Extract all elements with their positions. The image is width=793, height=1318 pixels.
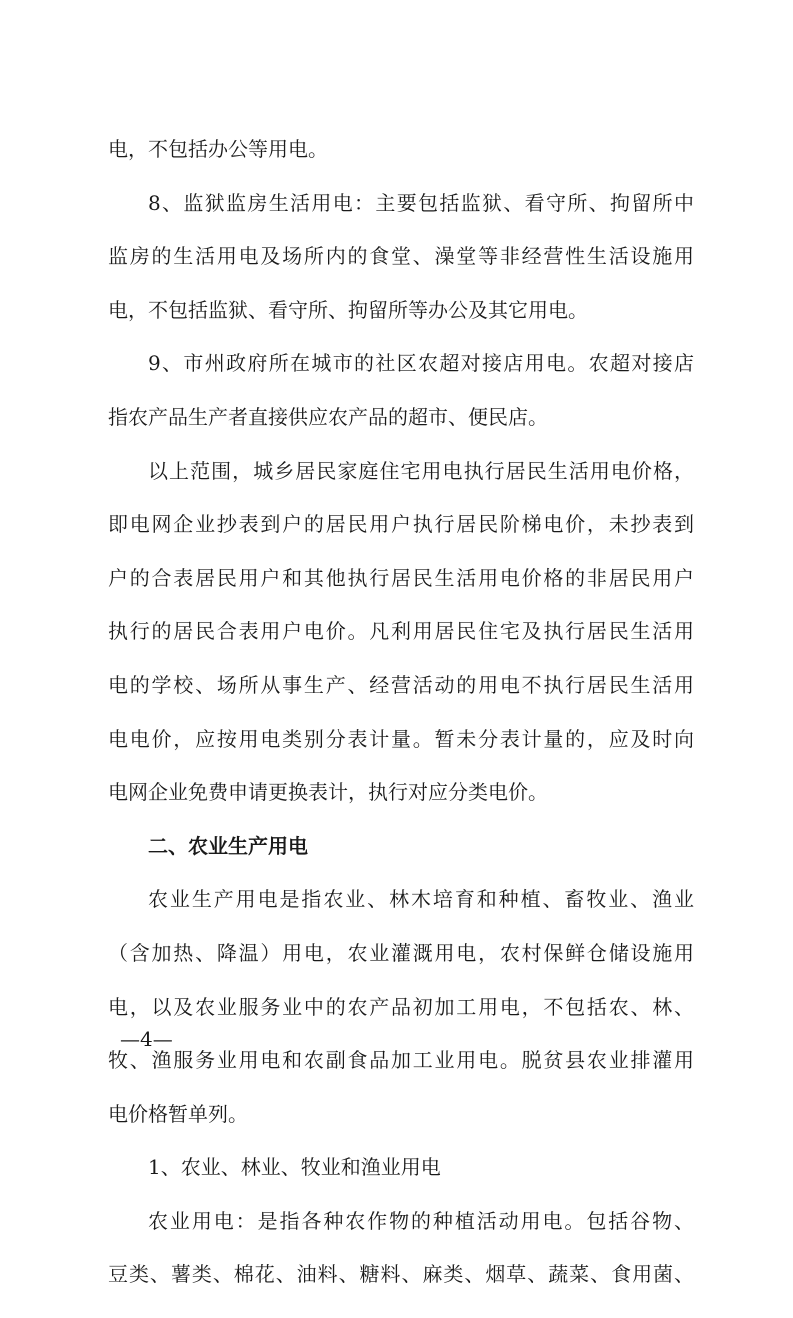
text-line: 农业用电：是指各种农作物的种植活动用电。包括谷物、 — [148, 1208, 694, 1233]
page-number: —4— — [120, 1027, 173, 1051]
text-line: 牧、渔服务业用电和农副食品加工业用电。脱贫县农业排灌用 — [108, 1048, 694, 1073]
text-line: 指农产品生产者直接供应农产品的超市、便民店。 — [108, 404, 548, 429]
document-body — [108, 139, 694, 1318]
text-line: 9、市州政府所在城市的社区农超对接店用电。农超对接店 — [148, 351, 694, 376]
text-line: （含加热、降温）用电，农业灌溉用电，农村保鲜仓储设施用 — [108, 940, 694, 965]
text-line: 以上范围，城乡居民家庭住宅用电执行居民生活用电价格， — [148, 458, 694, 483]
text-line: 农业生产用电是指农业、林木培育和种植、畜牧业、渔业 — [148, 887, 694, 912]
text-line: 豆类、薯类、棉花、油料、糖料、麻类、烟草、蔬菜、食用菌、 — [108, 1262, 694, 1287]
text-line: 电的学校、场所从事生产、经营活动的用电不执行居民生活用 — [108, 672, 694, 697]
text-line: 电电价，应按用电类别分表计量。暂未分表计量的，应及时向 — [108, 726, 694, 751]
section-heading: 二、农业生产用电 — [148, 833, 308, 858]
text-line: 即电网企业抄表到户的居民用户执行居民阶梯电价，未抄表到 — [108, 512, 694, 537]
subsection-heading: 1、农业、林业、牧业和渔业用电 — [148, 1155, 441, 1180]
text-line: 监房的生活用电及场所内的食堂、澡堂等非经营性生活设施用 — [108, 244, 694, 269]
text-line: 户的合表居民用户和其他执行居民生活用电价格的非居民用户 — [108, 565, 694, 590]
text-line: 电，不包括办公等用电。 — [108, 137, 328, 161]
text-line: 执行的居民合表用户电价。凡利用居民住宅及执行居民生活用 — [108, 619, 694, 644]
text-line: 8、监狱监房生活用电：主要包括监狱、看守所、拘留所中 — [148, 190, 694, 215]
text-line: 电价格暂单列。 — [108, 1101, 248, 1126]
text-line: 电，不包括监狱、看守所、拘留所等办公及其它用电。 — [108, 297, 588, 322]
text-line: 电网企业免费申请更换表计，执行对应分类电价。 — [108, 780, 548, 805]
text-line: 电，以及农业服务业中的农产品初加工用电，不包括农、林、 — [108, 994, 694, 1019]
